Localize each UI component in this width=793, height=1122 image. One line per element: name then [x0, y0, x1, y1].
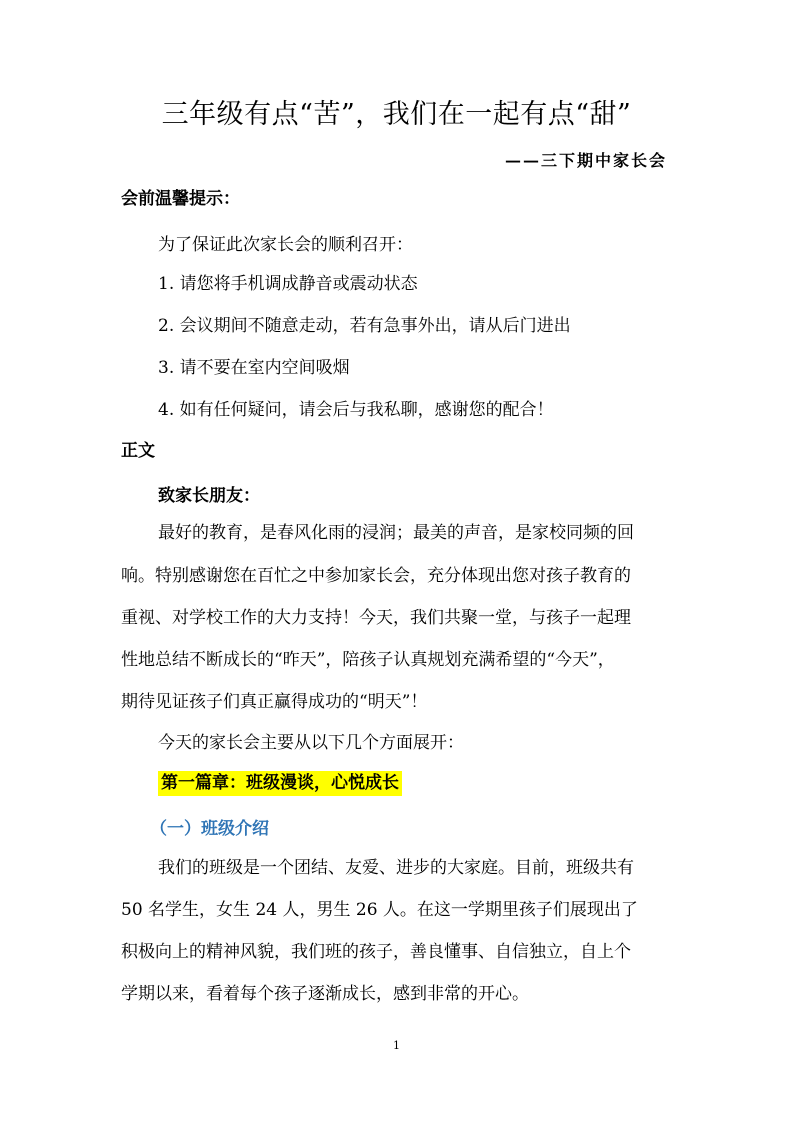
paragraph-line: 我们的班级是一个团结、友爱、进步的大家庭。目前，班级共有 — [158, 858, 634, 878]
paragraph-line: 积极向上的精神风貌，我们班的孩子，善良懂事、自信独立，自上个 — [121, 942, 631, 962]
paragraph-line: 今天的家长会主要从以下几个方面展开： — [158, 733, 464, 753]
tips-heading: 会前温馨提示： — [121, 189, 240, 209]
chapter-heading-text: 第一篇章：班级漫谈，心悦成长 — [158, 771, 402, 796]
paragraph-line: 50 名学生，女生 24 人，男生 26 人。在这一学期里孩子们展现出了 — [121, 900, 638, 920]
tips-item: 1. 请您将手机调成静音或震动状态 — [158, 274, 418, 294]
chapter-heading — [158, 771, 681, 795]
paragraph-line: 最好的教育，是春风化雨的浸润；最美的声音，是家校同频的回 — [158, 523, 634, 543]
page-number: 1 — [393, 1039, 400, 1052]
tips-intro: 为了保证此次家长会的顺利召开： — [158, 235, 413, 255]
body-heading: 正文 — [121, 441, 155, 461]
salutation: 致家长朋友： — [158, 486, 260, 506]
section-heading: （一）班级介绍 — [150, 819, 269, 839]
paragraph-line: 重视、对学校工作的大力支持！今天，我们共聚一堂，与孩子一起理 — [121, 608, 631, 628]
paragraph-line: 响。特别感谢您在百忙之中参加家长会，充分体现出您对孩子教育的 — [121, 566, 631, 586]
tips-item: 3. 请不要在室内空间吸烟 — [158, 358, 350, 378]
document-title: 三年级有点“苦”，我们在一起有点“甜” — [161, 99, 632, 130]
tips-item: 2. 会议期间不随意走动，若有急事外出，请从后门进出 — [158, 316, 571, 336]
tips-item: 4. 如有任何疑问，请会后与我私聊，感谢您的配合！ — [158, 400, 554, 420]
paragraph-line: 学期以来，看着每个孩子逐渐成长，感到非常的开心。 — [121, 984, 529, 1004]
paragraph-line: 期待见证孩子们真正赢得成功的“明天”！ — [121, 692, 428, 712]
paragraph-line: 性地总结不断成长的“昨天”，陪孩子认真规划充满希望的“今天”， — [121, 650, 615, 670]
document-subtitle: ——三下期中家长会 — [504, 151, 667, 170]
